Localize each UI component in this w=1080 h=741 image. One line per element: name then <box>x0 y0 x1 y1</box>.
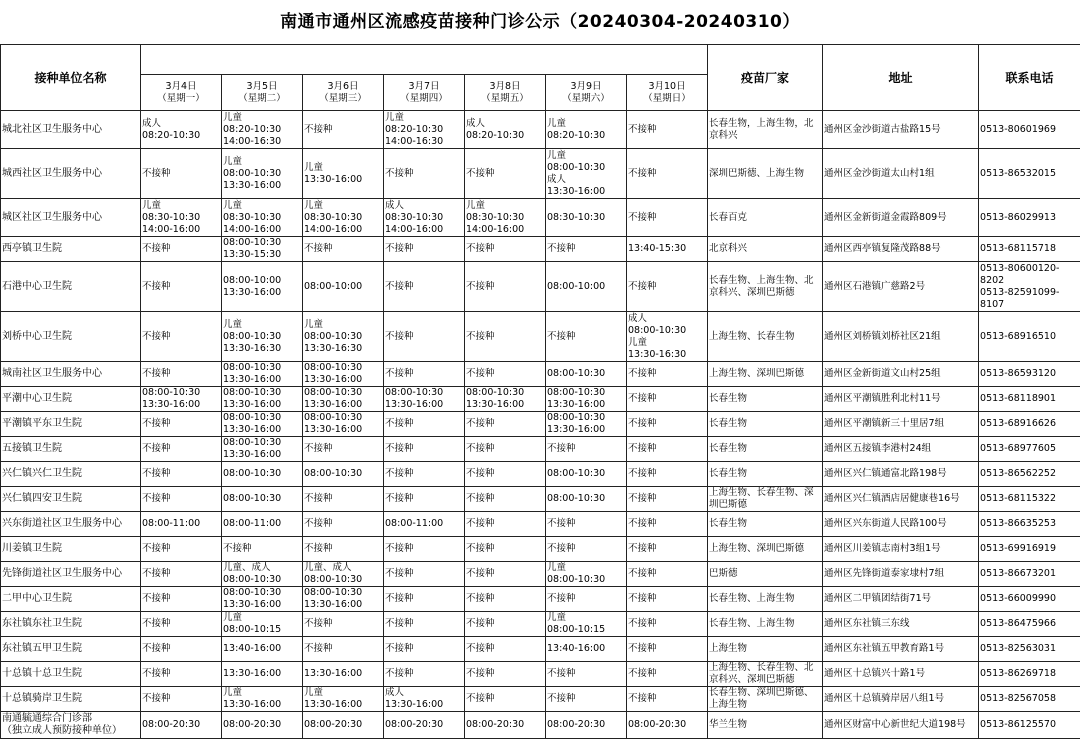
clinic-name-cell: 先锋街道社区卫生服务中心 <box>1 562 141 587</box>
schedule-cell: 不接种 <box>465 412 546 437</box>
schedule-cell: 08:00-20:30 <box>384 712 465 739</box>
schedule-cell: 不接种 <box>627 587 708 612</box>
table-row <box>1 462 1080 487</box>
manufacturer-cell: 华兰生物 <box>708 712 823 739</box>
day-column-header: 3月10日 （星期日） <box>627 75 708 111</box>
schedule-cell: 儿童 08:30-10:30 14:00-16:00 <box>303 199 384 237</box>
phone-cell: 0513-86029913 <box>979 199 1080 237</box>
schedule-cell: 08:00-20:30 <box>222 712 303 739</box>
vaccination-schedule-table <box>0 44 1080 739</box>
schedule-cell: 儿童 13:30-16:00 <box>303 149 384 199</box>
schedule-cell: 不接种 <box>303 612 384 637</box>
schedule-cell: 08:00-10:30 13:30-16:00 <box>465 387 546 412</box>
schedule-cell: 08:00-10:30 13:30-15:30 <box>222 237 303 262</box>
manufacturer-cell: 上海生物、长春生物 <box>708 312 823 362</box>
clinic-name-cell: 城南社区卫生服务中心 <box>1 362 141 387</box>
manufacturer-cell: 上海生物、深圳巴斯德 <box>708 362 823 387</box>
schedule-cell: 13:40-16:00 <box>546 637 627 662</box>
schedule-cell: 08:00-10:30 <box>546 487 627 512</box>
phone-cell: 0513-86593120 <box>979 362 1080 387</box>
day-column-header: 3月4日 （星期一） <box>141 75 222 111</box>
schedule-cell: 08:00-10:30 13:30-16:00 <box>303 412 384 437</box>
manufacturer-cell: 上海生物、长春生物、深圳巴斯德 <box>708 487 823 512</box>
table-row <box>1 149 1080 199</box>
schedule-cell: 不接种 <box>303 637 384 662</box>
schedule-cell: 不接种 <box>627 662 708 687</box>
schedule-cell: 儿童 08:00-10:30 <box>546 562 627 587</box>
schedule-cell: 不接种 <box>627 111 708 149</box>
schedule-cell: 儿童 08:00-10:15 <box>222 612 303 637</box>
schedule-cell: 不接种 <box>465 362 546 387</box>
schedule-cell: 不接种 <box>384 562 465 587</box>
schedule-cell: 儿童、成人 08:00-10:30 <box>222 562 303 587</box>
schedule-cell: 13:30-16:00 <box>222 662 303 687</box>
schedule-cell: 08:00-10:30 <box>222 487 303 512</box>
day-column-header: 3月9日 （星期六） <box>546 75 627 111</box>
schedule-cell: 不接种 <box>546 587 627 612</box>
address-cell: 通州区兴仁镇通富北路198号 <box>823 462 979 487</box>
address-cell: 通州区二甲镇团结街71号 <box>823 587 979 612</box>
schedule-cell: 不接种 <box>384 487 465 512</box>
address-cell: 通州区平潮镇新三十里居7组 <box>823 412 979 437</box>
schedule-cell: 不接种 <box>627 637 708 662</box>
schedule-cell: 08:00-10:30 <box>303 462 384 487</box>
manufacturer-cell: 长春生物、上海生物 <box>708 587 823 612</box>
schedule-cell: 不接种 <box>303 237 384 262</box>
schedule-cell: 不接种 <box>384 537 465 562</box>
schedule-cell: 08:00-20:30 <box>627 712 708 739</box>
manufacturer-cell: 长春生物 <box>708 412 823 437</box>
schedule-cell: 不接种 <box>222 537 303 562</box>
clinic-name-cell: 石港中心卫生院 <box>1 262 141 312</box>
address-cell: 通州区金沙街道古盐路15号 <box>823 111 979 149</box>
schedule-cell: 13:30-16:00 <box>303 662 384 687</box>
schedule-cell: 不接种 <box>465 612 546 637</box>
schedule-cell: 不接种 <box>384 612 465 637</box>
table-row <box>1 111 1080 149</box>
schedule-cell: 不接种 <box>141 412 222 437</box>
manufacturer-cell: 上海生物、深圳巴斯德 <box>708 537 823 562</box>
address-cell: 通州区先锋街道泰家埭村7组 <box>823 562 979 587</box>
schedule-cell: 儿童 08:00-10:30 13:30-16:00 <box>222 149 303 199</box>
schedule-cell: 不接种 <box>465 262 546 312</box>
phone-cell: 0513-80600120-8202 0513-82591099-8107 <box>979 262 1080 312</box>
schedule-cell: 不接种 <box>627 437 708 462</box>
manufacturer-cell: 长春生物，上海生物，北京科兴 <box>708 111 823 149</box>
clinic-name-cell: 川姜镇卫生院 <box>1 537 141 562</box>
schedule-cell: 不接种 <box>465 662 546 687</box>
schedule-cell: 儿童 13:30-16:00 <box>303 687 384 712</box>
phone-cell: 0513-68916626 <box>979 412 1080 437</box>
schedule-cell: 不接种 <box>546 662 627 687</box>
address-cell: 通州区平潮镇胜利北村11号 <box>823 387 979 412</box>
schedule-cell: 儿童 08:00-10:30 成人 13:30-16:00 <box>546 149 627 199</box>
schedule-cell: 不接种 <box>465 149 546 199</box>
schedule-cell: 儿童 08:00-10:30 13:30-16:30 <box>222 312 303 362</box>
schedule-cell: 不接种 <box>384 362 465 387</box>
schedule-cell: 儿童 08:20-10:30 <box>546 111 627 149</box>
schedule-cell: 08:00-20:30 <box>303 712 384 739</box>
schedule-cell: 不接种 <box>384 462 465 487</box>
clinic-name-cell: 兴仁镇四安卫生院 <box>1 487 141 512</box>
schedule-cell: 08:00-10:30 13:30-16:00 <box>222 587 303 612</box>
address-cell: 通州区金新街道文山村25组 <box>823 362 979 387</box>
schedule-cell: 08:00-20:30 <box>141 712 222 739</box>
schedule-cell: 08:00-10:00 <box>303 262 384 312</box>
phone-cell: 0513-86562252 <box>979 462 1080 487</box>
schedule-cell: 08:00-20:30 <box>465 712 546 739</box>
phone-cell: 0513-86673201 <box>979 562 1080 587</box>
schedule-cell: 08:00-10:30 13:30-16:00 <box>222 437 303 462</box>
schedule-cell: 08:30-10:30 <box>546 199 627 237</box>
phone-cell: 0513-82563031 <box>979 637 1080 662</box>
manufacturer-cell: 深圳巴斯德、上海生物 <box>708 149 823 199</box>
schedule-cell: 不接种 <box>384 149 465 199</box>
schedule-cell: 08:00-10:30 13:30-16:00 <box>546 387 627 412</box>
table-row <box>1 487 1080 512</box>
clinic-name-cell: 十总镇骑岸卫生院 <box>1 687 141 712</box>
clinic-name-cell: 西亭镇卫生院 <box>1 237 141 262</box>
manufacturer-cell: 巴斯德 <box>708 562 823 587</box>
table-row <box>1 237 1080 262</box>
schedule-cell: 不接种 <box>141 662 222 687</box>
schedule-cell: 不接种 <box>141 237 222 262</box>
schedule-cell: 不接种 <box>141 312 222 362</box>
address-cell: 通州区兴仁镇酒店居健康巷16号 <box>823 487 979 512</box>
schedule-cell: 不接种 <box>384 437 465 462</box>
schedule-cell: 不接种 <box>303 437 384 462</box>
schedule-cell: 08:00-10:30 13:30-16:00 <box>222 412 303 437</box>
week-header-blank <box>141 45 708 75</box>
schedule-cell: 儿童、成人 08:00-10:30 <box>303 562 384 587</box>
phone-cell: 0513-86269718 <box>979 662 1080 687</box>
schedule-cell: 不接种 <box>465 537 546 562</box>
address-cell: 通州区东社镇三东线 <box>823 612 979 637</box>
schedule-cell: 不接种 <box>465 637 546 662</box>
table-row <box>1 562 1080 587</box>
schedule-cell: 不接种 <box>384 412 465 437</box>
address-cell: 通州区金新街道金霞路809号 <box>823 199 979 237</box>
schedule-cell: 不接种 <box>384 637 465 662</box>
schedule-cell: 08:00-10:30 13:30-16:00 <box>303 587 384 612</box>
table-row <box>1 312 1080 362</box>
schedule-cell: 成人 08:30-10:30 14:00-16:00 <box>384 199 465 237</box>
schedule-cell: 不接种 <box>627 512 708 537</box>
manufacturer-cell: 长春百克 <box>708 199 823 237</box>
manufacturer-column-header: 疫苗厂家 <box>708 45 823 111</box>
schedule-cell: 不接种 <box>384 662 465 687</box>
schedule-cell: 不接种 <box>465 312 546 362</box>
schedule-cell: 不接种 <box>141 462 222 487</box>
schedule-cell: 13:40-16:00 <box>222 637 303 662</box>
address-cell: 通州区东社镇五甲教育路1号 <box>823 637 979 662</box>
day-column-header: 3月7日 （星期四） <box>384 75 465 111</box>
phone-column-header: 联系电话 <box>979 45 1080 111</box>
table-row <box>1 412 1080 437</box>
schedule-cell: 儿童 08:00-10:15 <box>546 612 627 637</box>
manufacturer-cell: 上海生物 <box>708 637 823 662</box>
schedule-cell: 08:00-10:30 13:30-16:00 <box>303 362 384 387</box>
manufacturer-cell: 长春生物、上海生物 <box>708 612 823 637</box>
schedule-cell: 不接种 <box>627 387 708 412</box>
phone-cell: 0513-68916510 <box>979 312 1080 362</box>
clinic-name-cell: 东社镇东社卫生院 <box>1 612 141 637</box>
schedule-cell: 08:00-11:00 <box>222 512 303 537</box>
schedule-cell: 08:00-10:00 <box>546 262 627 312</box>
schedule-cell: 不接种 <box>303 487 384 512</box>
table-row <box>1 262 1080 312</box>
manufacturer-cell: 长春生物 <box>708 512 823 537</box>
day-column-header: 3月5日 （星期二） <box>222 75 303 111</box>
phone-cell: 0513-86635253 <box>979 512 1080 537</box>
schedule-cell: 儿童 08:30-10:30 14:00-16:00 <box>465 199 546 237</box>
clinic-name-cell: 城北社区卫生服务中心 <box>1 111 141 149</box>
clinic-name-cell: 五接镇卫生院 <box>1 437 141 462</box>
table-row <box>1 612 1080 637</box>
phone-cell: 0513-66009990 <box>979 587 1080 612</box>
table-row <box>1 437 1080 462</box>
schedule-cell: 08:00-10:30 13:30-16:00 <box>141 387 222 412</box>
clinic-name-cell: 平潮镇平东卫生院 <box>1 412 141 437</box>
phone-cell: 0513-68977605 <box>979 437 1080 462</box>
schedule-cell: 不接种 <box>141 562 222 587</box>
clinic-name-cell: 南通毓通综合门诊部 （独立成人预防接种单位） <box>1 712 141 739</box>
clinic-name-cell: 兴仁镇兴仁卫生院 <box>1 462 141 487</box>
schedule-cell: 不接种 <box>465 687 546 712</box>
address-cell: 通州区财富中心新世纪大道198号 <box>823 712 979 739</box>
schedule-cell: 不接种 <box>627 487 708 512</box>
table-row <box>1 587 1080 612</box>
schedule-cell: 不接种 <box>141 637 222 662</box>
schedule-cell: 成人 08:00-10:30 儿童 13:30-16:30 <box>627 312 708 362</box>
address-cell: 通州区刘桥镇刘桥社区21组 <box>823 312 979 362</box>
schedule-cell: 不接种 <box>141 437 222 462</box>
manufacturer-cell: 长春生物 <box>708 387 823 412</box>
address-cell: 通州区石港镇广慈路2号 <box>823 262 979 312</box>
day-column-header: 3月6日 （星期三） <box>303 75 384 111</box>
day-column-header: 3月8日 （星期五） <box>465 75 546 111</box>
schedule-cell: 不接种 <box>546 237 627 262</box>
schedule-cell: 不接种 <box>627 687 708 712</box>
clinic-name-cell: 城区社区卫生服务中心 <box>1 199 141 237</box>
manufacturer-cell: 北京科兴 <box>708 237 823 262</box>
schedule-cell: 儿童 08:30-10:30 14:00-16:00 <box>141 199 222 237</box>
table-row <box>1 362 1080 387</box>
table-row <box>1 662 1080 687</box>
schedule-cell: 不接种 <box>627 362 708 387</box>
clinic-name-cell: 兴东街道社区卫生服务中心 <box>1 512 141 537</box>
schedule-cell: 不接种 <box>141 149 222 199</box>
schedule-cell: 13:40-15:30 <box>627 237 708 262</box>
phone-cell: 0513-80601969 <box>979 111 1080 149</box>
schedule-cell: 不接种 <box>465 587 546 612</box>
schedule-cell: 不接种 <box>465 562 546 587</box>
schedule-cell: 成人 13:30-16:00 <box>384 687 465 712</box>
schedule-cell: 不接种 <box>384 262 465 312</box>
table-row <box>1 637 1080 662</box>
schedule-cell: 不接种 <box>627 199 708 237</box>
schedule-cell: 08:00-10:30 <box>546 362 627 387</box>
phone-cell: 0513-68115718 <box>979 237 1080 262</box>
address-cell: 通州区五接镇李港村24组 <box>823 437 979 462</box>
schedule-cell: 儿童 08:20-10:30 14:00-16:30 <box>384 111 465 149</box>
phone-cell: 0513-86125570 <box>979 712 1080 739</box>
table-row <box>1 387 1080 412</box>
phone-cell: 0513-86475966 <box>979 612 1080 637</box>
address-column-header: 地址 <box>823 45 979 111</box>
schedule-cell: 不接种 <box>546 512 627 537</box>
schedule-cell: 08:00-10:30 13:30-16:00 <box>384 387 465 412</box>
unit-column-header: 接种单位名称 <box>1 45 141 111</box>
schedule-cell: 08:00-11:00 <box>141 512 222 537</box>
schedule-cell: 不接种 <box>303 512 384 537</box>
address-cell: 通州区西亭镇复隆茂路88号 <box>823 237 979 262</box>
schedule-cell: 08:00-11:00 <box>384 512 465 537</box>
schedule-cell: 不接种 <box>465 487 546 512</box>
schedule-cell: 不接种 <box>303 111 384 149</box>
table-row <box>1 687 1080 712</box>
schedule-cell: 08:00-10:30 13:30-16:00 <box>222 387 303 412</box>
table-row <box>1 712 1080 739</box>
clinic-name-cell: 平潮中心卫生院 <box>1 387 141 412</box>
schedule-cell: 不接种 <box>141 587 222 612</box>
address-cell: 通州区十总镇骑岸居八组1号 <box>823 687 979 712</box>
schedule-cell: 不接种 <box>141 612 222 637</box>
schedule-cell: 不接种 <box>546 687 627 712</box>
schedule-cell: 08:00-10:30 13:30-16:00 <box>303 387 384 412</box>
schedule-cell: 不接种 <box>384 312 465 362</box>
schedule-cell: 不接种 <box>627 537 708 562</box>
phone-cell: 0513-68115322 <box>979 487 1080 512</box>
schedule-cell: 不接种 <box>141 362 222 387</box>
manufacturer-cell: 长春生物、上海生物、北京科兴、深圳巴斯德 <box>708 262 823 312</box>
schedule-cell: 不接种 <box>384 587 465 612</box>
schedule-cell: 不接种 <box>465 437 546 462</box>
schedule-cell: 不接种 <box>627 149 708 199</box>
schedule-cell: 不接种 <box>465 237 546 262</box>
schedule-cell: 08:00-10:30 <box>546 462 627 487</box>
schedule-cell: 08:00-20:30 <box>546 712 627 739</box>
schedule-cell: 不接种 <box>627 462 708 487</box>
manufacturer-cell: 上海生物、长春生物、北京科兴、深圳巴斯德 <box>708 662 823 687</box>
schedule-cell: 不接种 <box>627 562 708 587</box>
table-row <box>1 512 1080 537</box>
manufacturer-cell: 长春生物、深圳巴斯德、上海生物 <box>708 687 823 712</box>
schedule-cell: 08:00-10:30 <box>222 462 303 487</box>
table-row <box>1 537 1080 562</box>
schedule-cell: 不接种 <box>141 537 222 562</box>
schedule-cell: 成人 08:20-10:30 <box>465 111 546 149</box>
address-cell: 通州区川姜镇志南村3组1号 <box>823 537 979 562</box>
schedule-cell: 不接种 <box>627 612 708 637</box>
clinic-name-cell: 刘桥中心卫生院 <box>1 312 141 362</box>
schedule-cell: 不接种 <box>141 262 222 312</box>
page-title: 南通市通州区流感疫苗接种门诊公示（20240304-20240310） <box>280 12 800 32</box>
manufacturer-cell: 长春生物 <box>708 437 823 462</box>
schedule-cell: 08:00-10:00 13:30-16:00 <box>222 262 303 312</box>
schedule-cell: 儿童 08:30-10:30 14:00-16:00 <box>222 199 303 237</box>
schedule-cell: 08:00-10:30 13:30-16:00 <box>222 362 303 387</box>
schedule-cell: 不接种 <box>627 262 708 312</box>
schedule-cell: 成人 08:20-10:30 <box>141 111 222 149</box>
schedule-cell: 不接种 <box>546 537 627 562</box>
schedule-cell: 不接种 <box>384 237 465 262</box>
schedule-cell: 不接种 <box>465 512 546 537</box>
phone-cell: 0513-68118901 <box>979 387 1080 412</box>
address-cell: 通州区金沙街道太山村1组 <box>823 149 979 199</box>
schedule-cell: 儿童 13:30-16:00 <box>222 687 303 712</box>
schedule-cell: 儿童 08:00-10:30 13:30-16:30 <box>303 312 384 362</box>
clinic-name-cell: 十总镇十总卫生院 <box>1 662 141 687</box>
table-row <box>1 199 1080 237</box>
clinic-name-cell: 东社镇五甲卫生院 <box>1 637 141 662</box>
schedule-cell: 不接种 <box>546 437 627 462</box>
phone-cell: 0513-86532015 <box>979 149 1080 199</box>
schedule-cell: 不接种 <box>546 312 627 362</box>
schedule-cell: 儿童 08:20-10:30 14:00-16:30 <box>222 111 303 149</box>
phone-cell: 0513-82567058 <box>979 687 1080 712</box>
address-cell: 通州区兴东街道人民路100号 <box>823 512 979 537</box>
schedule-cell: 不接种 <box>141 687 222 712</box>
manufacturer-cell: 长春生物 <box>708 462 823 487</box>
schedule-cell: 不接种 <box>465 462 546 487</box>
clinic-name-cell: 城西社区卫生服务中心 <box>1 149 141 199</box>
clinic-name-cell: 二甲中心卫生院 <box>1 587 141 612</box>
schedule-cell: 08:00-10:30 13:30-16:00 <box>546 412 627 437</box>
schedule-cell: 不接种 <box>627 412 708 437</box>
address-cell: 通州区十总镇兴十路1号 <box>823 662 979 687</box>
schedule-cell: 不接种 <box>141 487 222 512</box>
phone-cell: 0513-69916919 <box>979 537 1080 562</box>
schedule-cell: 不接种 <box>303 537 384 562</box>
